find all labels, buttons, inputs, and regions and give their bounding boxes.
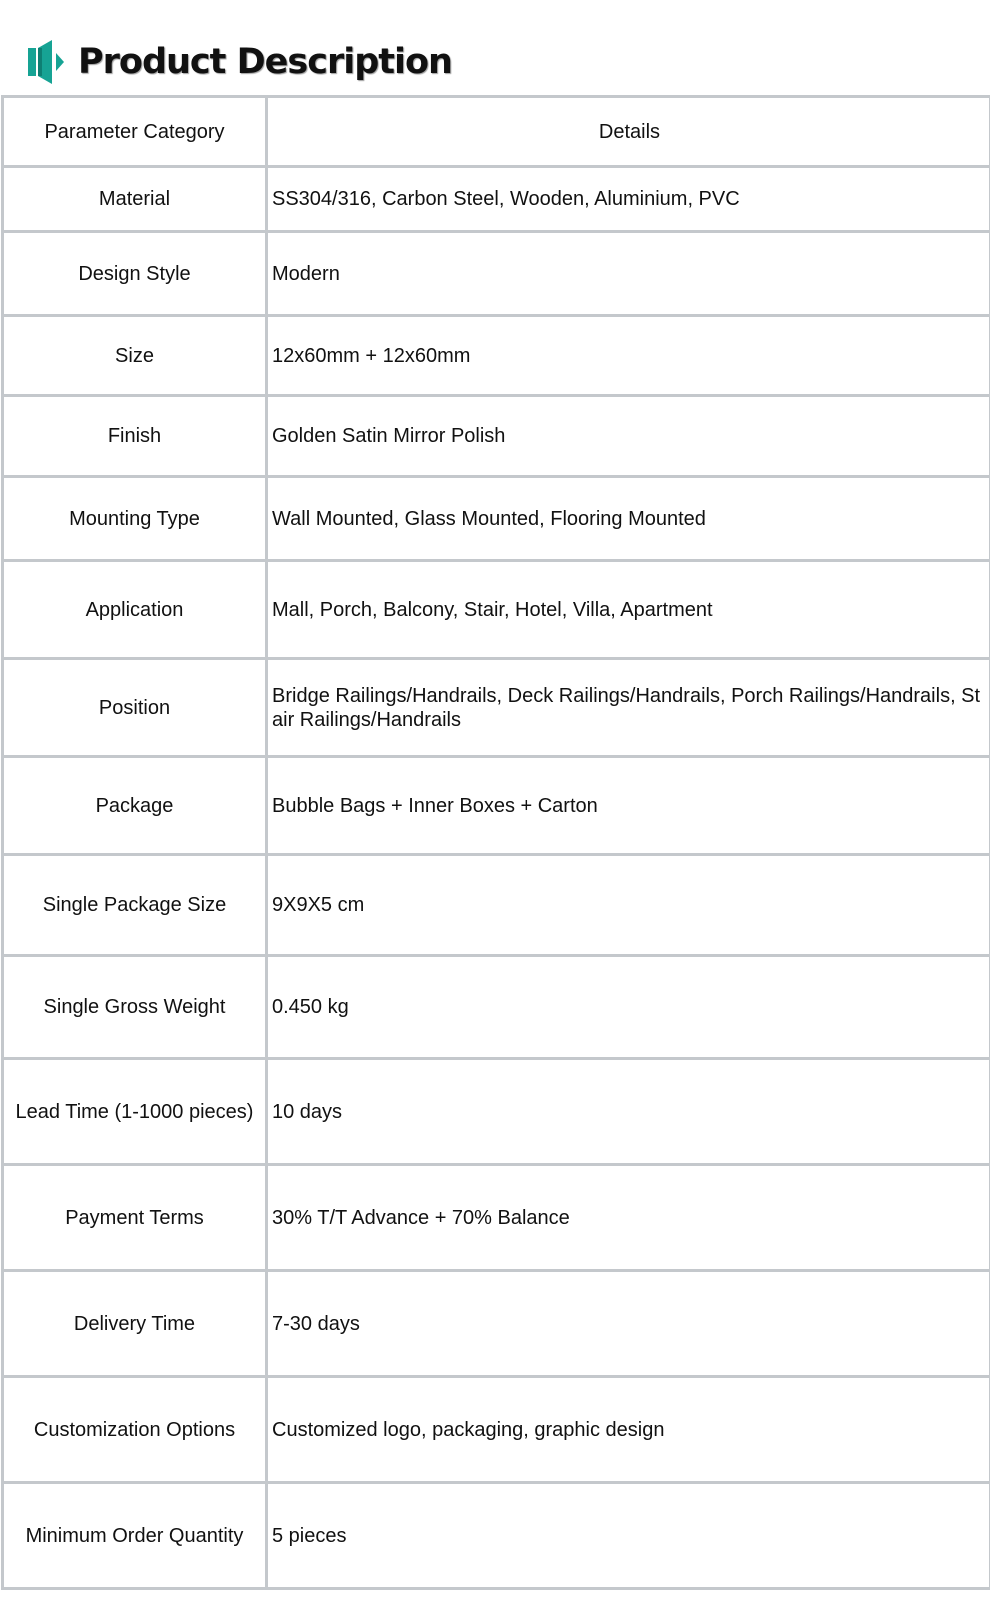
row-category: Single Gross Weight (3, 956, 267, 1059)
row-category: Material (3, 167, 267, 232)
speaker-icon (28, 40, 68, 84)
table-row (3, 232, 990, 316)
section-header (28, 38, 452, 86)
row-category: Delivery Time (3, 1271, 267, 1377)
row-details: 10 days (267, 1059, 990, 1165)
row-details: Bubble Bags + Inner Boxes + Carton (267, 757, 990, 855)
row-details: 5 pieces (267, 1483, 990, 1589)
column-header-details: Details (267, 97, 990, 167)
page-title: Product Description (78, 42, 452, 82)
row-category: Application (3, 561, 267, 659)
table-row (3, 757, 990, 855)
row-details: 30% T/T Advance + 70% Balance (267, 1165, 990, 1271)
table-row (3, 659, 990, 757)
row-category: Customization Options (3, 1377, 267, 1483)
table-row (3, 1483, 990, 1589)
row-details: Mall, Porch, Balcony, Stair, Hotel, Villa, Apartment (267, 561, 990, 659)
table-row (3, 316, 990, 396)
table-row (3, 561, 990, 659)
row-details: Wall Mounted, Glass Mounted, Flooring Mounted (267, 477, 990, 561)
spec-table (1, 95, 990, 1590)
row-details: Modern (267, 232, 990, 316)
row-details: 0.450 kg (267, 956, 990, 1059)
row-details: 9X9X5 cm (267, 855, 990, 956)
row-category: Lead Time (1-1000 pieces) (3, 1059, 267, 1165)
column-header-category: Parameter Category (3, 97, 267, 167)
row-category: Finish (3, 396, 267, 477)
row-details: 7-30 days (267, 1271, 990, 1377)
row-category: Position (3, 659, 267, 757)
row-details: Customized logo, packaging, graphic design (267, 1377, 990, 1483)
table-row (3, 956, 990, 1059)
row-details: 12x60mm + 12x60mm (267, 316, 990, 396)
row-category: Minimum Order Quantity (3, 1483, 267, 1589)
table-row (3, 855, 990, 956)
row-category: Size (3, 316, 267, 396)
row-category: Payment Terms (3, 1165, 267, 1271)
row-category: Package (3, 757, 267, 855)
table-row (3, 1165, 990, 1271)
row-details: SS304/316, Carbon Steel, Wooden, Aluminium, PVC (267, 167, 990, 232)
row-category: Mounting Type (3, 477, 267, 561)
table-row (3, 1377, 990, 1483)
table-header-row (3, 97, 990, 167)
table-row (3, 477, 990, 561)
table-row (3, 1271, 990, 1377)
row-details: Golden Satin Mirror Polish (267, 396, 990, 477)
table-row (3, 1059, 990, 1165)
table-row (3, 167, 990, 232)
table-row (3, 396, 990, 477)
row-details: Bridge Railings/Handrails, Deck Railings/Handrails, Porch Railings/Handrails, Stair Railings/Handrails (267, 659, 990, 757)
row-category: Design Style (3, 232, 267, 316)
row-category: Single Package Size (3, 855, 267, 956)
